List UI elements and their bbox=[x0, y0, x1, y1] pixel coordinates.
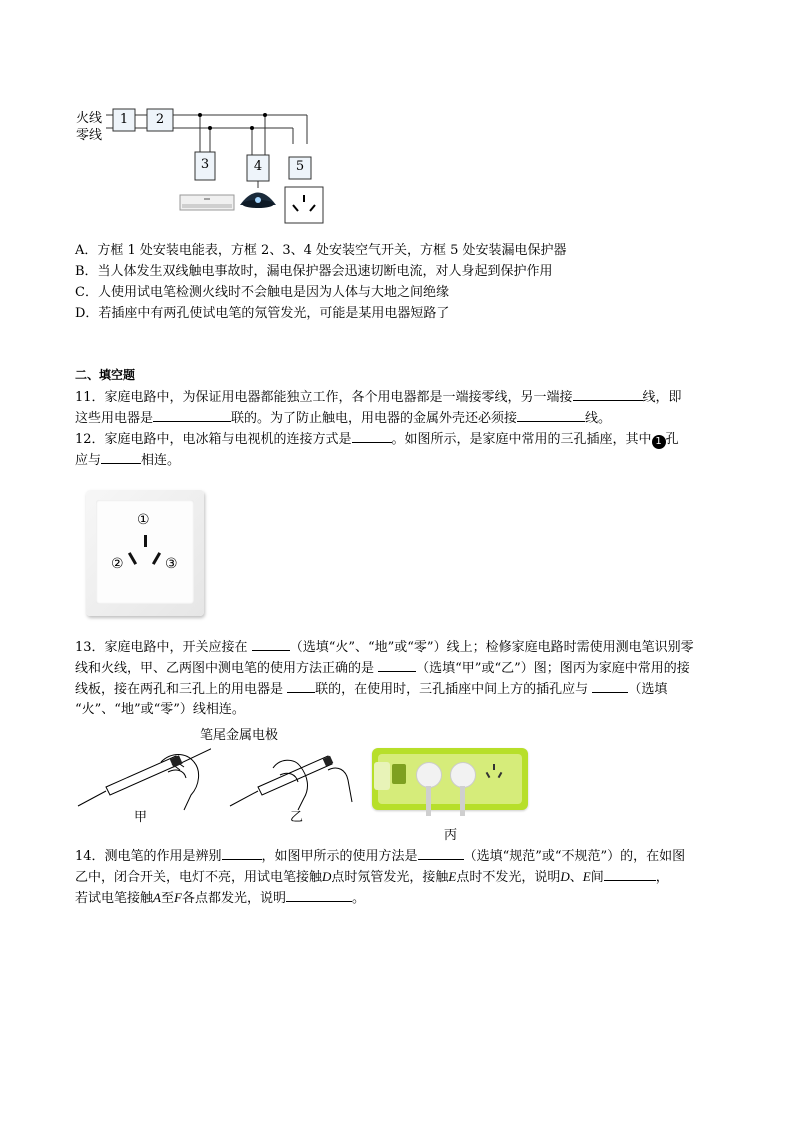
box-1-label: 1 bbox=[119, 112, 129, 127]
q11-line1 bbox=[75, 388, 682, 407]
q13-line1 bbox=[75, 638, 694, 657]
q13-line4: “火”、“地”或“零”）线相连。 bbox=[75, 702, 245, 717]
option-b: B．当人体发生双线触电事故时，漏电保护器会迅速切断电流，对人身起到保护作用 bbox=[75, 264, 553, 279]
q13-blank-3[interactable] bbox=[287, 680, 315, 693]
q14-point-d: D bbox=[322, 869, 332, 884]
q12-text-2b: 相连。 bbox=[141, 453, 181, 468]
box-5-label: 5 bbox=[295, 159, 305, 174]
q13-line3 bbox=[75, 680, 667, 699]
q14-text-3a: 若试电笔接触 bbox=[75, 891, 154, 906]
q12-line2 bbox=[75, 451, 180, 470]
q13-text-3a: 线板，接在两孔和三孔上的用电器是 bbox=[75, 682, 284, 697]
q14-text-2b: 点时氖管发光，接触 bbox=[331, 870, 449, 885]
q13-blank-1[interactable] bbox=[252, 638, 290, 651]
socket-label-2: ② bbox=[111, 556, 124, 572]
q14-point-e: E bbox=[448, 869, 457, 884]
figure-bing-label: 丙 bbox=[444, 828, 458, 843]
q13-blank-2[interactable] bbox=[378, 659, 416, 672]
q14-point-f: F bbox=[173, 890, 182, 905]
q14-text-3c: 各点都发光，说明 bbox=[181, 891, 286, 906]
q14-point-e2: E bbox=[582, 869, 591, 884]
q11-text-1b: 线，即 bbox=[642, 390, 682, 405]
q14-text-3b: 至 bbox=[160, 891, 174, 906]
q13-text-3b: 联的，在使用时，三孔插座中间上方的插孔应与 bbox=[315, 682, 589, 697]
q14-text-2a: 乙中，闭合开关，电灯不亮，用试电笔接触 bbox=[75, 870, 323, 885]
option-a: A．方框 1 处安装电能表，方框 2、3、4 处安装空气开关，方框 5 处安装漏电保护器 bbox=[75, 243, 567, 258]
power-strip-image bbox=[370, 738, 530, 822]
neutral-wire-label: 零线 bbox=[76, 128, 103, 143]
figure-jia-label: 甲 bbox=[134, 810, 148, 825]
section-title: 二、填空题 bbox=[75, 368, 136, 382]
q13-blank-4[interactable] bbox=[592, 680, 628, 693]
box-2-label: 2 bbox=[155, 112, 165, 127]
q12-blank-2[interactable] bbox=[101, 451, 141, 464]
figure-yi-label: 乙 bbox=[290, 810, 304, 825]
q11-blank-1[interactable] bbox=[573, 388, 643, 401]
q14-point-d2: D bbox=[560, 869, 570, 884]
q14-sep: 、 bbox=[569, 870, 583, 885]
box-3-label: 3 bbox=[200, 157, 210, 172]
q14-line3 bbox=[75, 889, 365, 908]
q14-blank-1[interactable] bbox=[222, 847, 262, 860]
q12-circled-number: 1 bbox=[652, 435, 666, 449]
q12-text-2a: 应与 bbox=[75, 453, 102, 468]
q14-text-1c: （选填“规范”或“不规范”）的，在如图 bbox=[463, 849, 686, 864]
q13-line2 bbox=[75, 659, 690, 678]
q11-text-2b: 联的。为了防止触电，用电器的金属外壳还必须接 bbox=[231, 411, 518, 426]
q14-text-2d: 间 bbox=[590, 870, 604, 885]
q14-text-2c: 点时不发光，说明 bbox=[456, 870, 561, 885]
q13-text-2b: （选填“甲”或“乙”）图；图丙为家庭中常用的接 bbox=[416, 661, 690, 676]
socket-label-1: ① bbox=[137, 512, 150, 528]
three-pin-socket-image bbox=[86, 490, 204, 616]
q14-blank-3[interactable] bbox=[604, 868, 656, 881]
q11-blank-3[interactable] bbox=[517, 409, 585, 422]
q12-text-1a: 12．家庭电路中，电冰箱与电视机的连接方式是 bbox=[75, 432, 352, 447]
q12-blank-1[interactable] bbox=[352, 430, 392, 443]
q11-text-2c: 线。 bbox=[585, 411, 612, 426]
q13-text-3c: （选填 bbox=[628, 682, 668, 697]
live-wire-label: 火线 bbox=[76, 111, 103, 126]
option-c: C．人使用试电笔检测火线时不会触电是因为人体与大地之间绝缘 bbox=[75, 285, 449, 300]
q14-point-a: A bbox=[153, 890, 161, 905]
q14-text-1b: ，如图甲所示的使用方法是 bbox=[261, 849, 418, 864]
q12-line1 bbox=[75, 430, 679, 449]
q11-line2 bbox=[75, 409, 611, 428]
socket-hole-top bbox=[144, 535, 147, 547]
q11-text-2a: 这些用电器是 bbox=[75, 411, 154, 426]
q14-blank-2[interactable] bbox=[418, 847, 464, 860]
box-4-label: 4 bbox=[253, 159, 263, 174]
q14-blank-4[interactable] bbox=[286, 889, 352, 902]
q13-text-1b: （选填“火”、“地”或“零”）线上；检修家庭电路时需使用测电笔识别零 bbox=[289, 640, 694, 655]
pen-tail-label: 笔尾金属电极 bbox=[200, 728, 279, 743]
q12-text-1c: 孔 bbox=[665, 432, 679, 447]
q14-line1 bbox=[75, 847, 685, 866]
q14-text-1a: 14．测电笔的作用是辨别 bbox=[75, 849, 222, 864]
q13-text-2a: 线和火线，甲、乙两图中测电笔的使用方法正确的是 bbox=[75, 661, 375, 676]
q14-text-3d: 。 bbox=[351, 891, 365, 906]
socket-label-3: ③ bbox=[165, 556, 178, 572]
option-d: D．若插座中有两孔使试电笔的氖管发光，可能是某用电器短路了 bbox=[75, 306, 450, 321]
q14-text-2e: ， bbox=[655, 870, 669, 885]
q13-text-1a: 13．家庭电路中，开关应接在 bbox=[75, 640, 248, 655]
circuit-diagram bbox=[70, 100, 330, 225]
q11-text-1a: 11．家庭电路中，为保证用电器都能独立工作，各个用电器都是一端接零线，另一端接 bbox=[75, 390, 573, 405]
q12-text-1b: 。如图所示，是家庭中常用的三孔插座，其中 bbox=[391, 432, 652, 447]
q11-blank-2[interactable] bbox=[153, 409, 231, 422]
q14-line2 bbox=[75, 868, 669, 887]
